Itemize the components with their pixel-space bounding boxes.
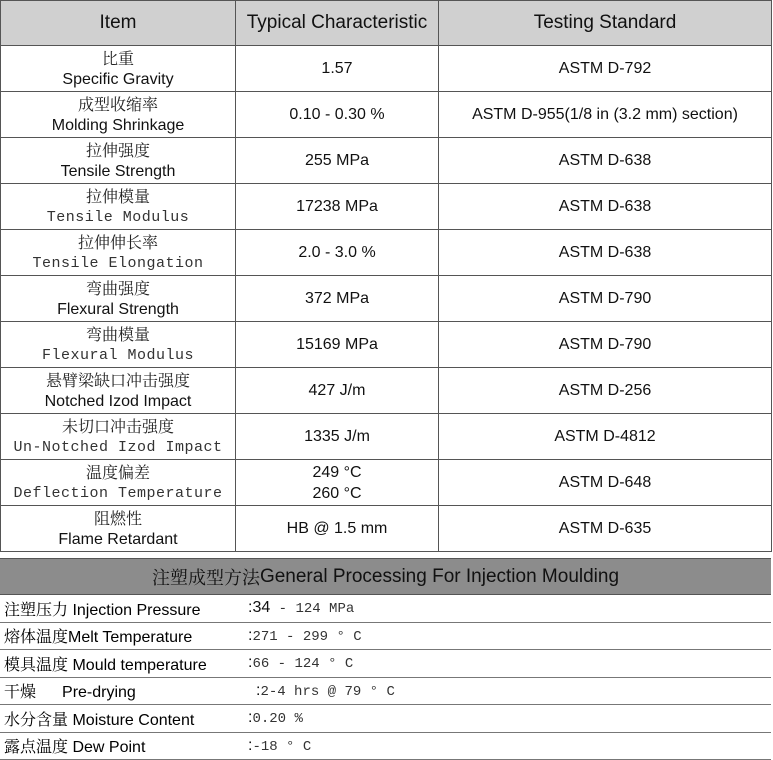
testing-standard-cell: ASTM D-792 — [439, 46, 772, 92]
table-row — [1, 414, 772, 460]
processing-value — [248, 737, 311, 755]
testing-standard-cell: ASTM D-4812 — [439, 414, 772, 460]
item-cell — [1, 506, 236, 552]
item-name-en: Un-Notched Izod Impact — [1, 437, 235, 458]
processing-label-en: Dew Point — [68, 739, 145, 756]
typical-value-line: 260 °C — [236, 483, 438, 504]
testing-standard-cell: ASTM D-638 — [439, 184, 772, 230]
typical-value-line: 249 °C — [236, 462, 438, 483]
item-name-zh: 成型收缩率 — [1, 94, 235, 115]
processing-row — [0, 595, 771, 623]
processing-label-zh: 熔体温度 — [4, 627, 68, 646]
item-name-en: Flexural Modulus — [1, 345, 235, 366]
processing-value-text: - 124 MPa — [270, 601, 354, 617]
item-cell — [1, 414, 236, 460]
processing-list — [0, 595, 771, 760]
item-name-en: Tensile Modulus — [1, 207, 235, 228]
typical-value-cell: 372 MPa — [236, 276, 439, 322]
processing-label-zh: 干燥 — [4, 682, 36, 701]
properties-body — [1, 46, 772, 552]
item-name-zh: 温度偏差 — [1, 462, 235, 483]
item-name-zh: 弯曲强度 — [1, 278, 235, 299]
processing-value-text: -18 ° C — [252, 739, 311, 755]
processing-label-en: Melt Temperature — [68, 629, 192, 646]
table-row — [1, 46, 772, 92]
testing-standard-cell: ASTM D-790 — [439, 276, 772, 322]
processing-value-prefix: : — [248, 654, 252, 671]
typical-value-cell: 15169 MPa — [236, 322, 439, 368]
processing-label-en: Pre-drying — [62, 684, 136, 701]
item-cell — [1, 322, 236, 368]
processing-section-title — [0, 558, 771, 595]
typical-value-cell: 2.0 - 3.0 % — [236, 230, 439, 276]
processing-value-text: 271 - 299 ° C — [252, 629, 361, 645]
processing-value-text: 66 - 124 ° C — [252, 656, 353, 672]
processing-label — [4, 734, 145, 757]
item-name-zh: 阻燃性 — [1, 508, 235, 529]
processing-label — [4, 707, 194, 730]
item-cell — [1, 92, 236, 138]
processing-label — [4, 679, 136, 702]
table-row — [1, 368, 772, 414]
item-name-zh: 未切口冲击强度 — [1, 416, 235, 437]
processing-label-en: Moisture Content — [68, 712, 194, 729]
item-name-en: Flame Retardant — [1, 529, 235, 550]
processing-label-zh: 露点温度 — [4, 737, 68, 756]
processing-title-zh: 注塑成型方法 — [152, 564, 260, 590]
processing-value — [248, 654, 353, 672]
header-item: Item — [1, 1, 236, 46]
typical-value-cell: HB @ 1.5 mm — [236, 506, 439, 552]
processing-label-en: Mould temperature — [68, 657, 207, 674]
testing-standard-cell: ASTM D-638 — [439, 138, 772, 184]
item-cell — [1, 230, 236, 276]
processing-label-zh: 注塑压力 — [4, 600, 68, 619]
processing-label — [4, 597, 201, 620]
table-row — [1, 322, 772, 368]
testing-standard-cell: ASTM D-638 — [439, 230, 772, 276]
item-name-zh: 拉伸强度 — [1, 140, 235, 161]
processing-value — [248, 627, 362, 645]
item-name-en: Specific Gravity — [1, 69, 235, 90]
table-row — [1, 138, 772, 184]
item-cell — [1, 276, 236, 322]
processing-row — [0, 623, 771, 651]
item-name-zh: 弯曲模量 — [1, 324, 235, 345]
item-cell — [1, 368, 236, 414]
item-name-en: Notched Izod Impact — [1, 391, 235, 412]
item-cell — [1, 460, 236, 506]
item-name-zh: 悬臂梁缺口冲击强度 — [1, 370, 235, 391]
item-name-en: Molding Shrinkage — [1, 115, 235, 136]
table-header-row — [1, 1, 772, 46]
testing-standard-cell: ASTM D-256 — [439, 368, 772, 414]
header-testing-standard: Testing Standard — [439, 1, 772, 46]
processing-label — [4, 624, 192, 647]
processing-row — [0, 678, 771, 706]
typical-value-cell: 255 MPa — [236, 138, 439, 184]
processing-value-prefix: : — [248, 709, 252, 726]
processing-value — [248, 709, 303, 727]
table-row — [1, 184, 772, 230]
processing-value-prefix: : — [256, 682, 260, 699]
item-name-zh: 拉伸伸长率 — [1, 232, 235, 253]
table-row — [1, 460, 772, 506]
typical-value-cell — [236, 460, 439, 506]
item-name-en: Tensile Elongation — [1, 253, 235, 274]
processing-value-text: 2-4 hrs @ 79 ° C — [260, 684, 394, 700]
item-cell — [1, 138, 236, 184]
typical-value-cell: 17238 MPa — [236, 184, 439, 230]
testing-standard-cell: ASTM D-790 — [439, 322, 772, 368]
processing-row — [0, 650, 771, 678]
item-cell — [1, 184, 236, 230]
testing-standard-cell: ASTM D-635 — [439, 506, 772, 552]
typical-value-cell: 0.10 - 0.30 % — [236, 92, 439, 138]
item-name-en: Deflection Temperature — [1, 483, 235, 504]
processing-title-en: General Processing For Injection Moulding — [260, 566, 619, 588]
item-name-zh: 拉伸模量 — [1, 186, 235, 207]
header-typical-characteristic: Typical Characteristic — [236, 1, 439, 46]
table-row — [1, 92, 772, 138]
processing-value-prefix: : — [248, 627, 252, 644]
processing-label — [4, 652, 207, 675]
typical-value-cell: 427 J/m — [236, 368, 439, 414]
processing-label-zh: 模具温度 — [4, 655, 68, 674]
processing-label-en: Injection Pressure — [68, 602, 201, 619]
table-row — [1, 230, 772, 276]
testing-standard-cell: ASTM D-955(1/8 in (3.2 mm) section) — [439, 92, 772, 138]
typical-value-cell: 1335 J/m — [236, 414, 439, 460]
processing-value-text: 0.20 % — [252, 711, 302, 727]
processing-value-prefix: : — [248, 737, 252, 754]
processing-value-prefix: :34 — [248, 599, 270, 616]
processing-value — [256, 682, 395, 700]
item-name-en: Tensile Strength — [1, 161, 235, 182]
table-row — [1, 276, 772, 322]
table-row — [1, 506, 772, 552]
item-name-zh: 比重 — [1, 48, 235, 69]
testing-standard-cell: ASTM D-648 — [439, 460, 772, 506]
item-name-en: Flexural Strength — [1, 299, 235, 320]
typical-value-cell: 1.57 — [236, 46, 439, 92]
processing-label-zh: 水分含量 — [4, 710, 68, 729]
item-cell — [1, 46, 236, 92]
processing-row — [0, 705, 771, 733]
processing-value — [248, 599, 354, 617]
